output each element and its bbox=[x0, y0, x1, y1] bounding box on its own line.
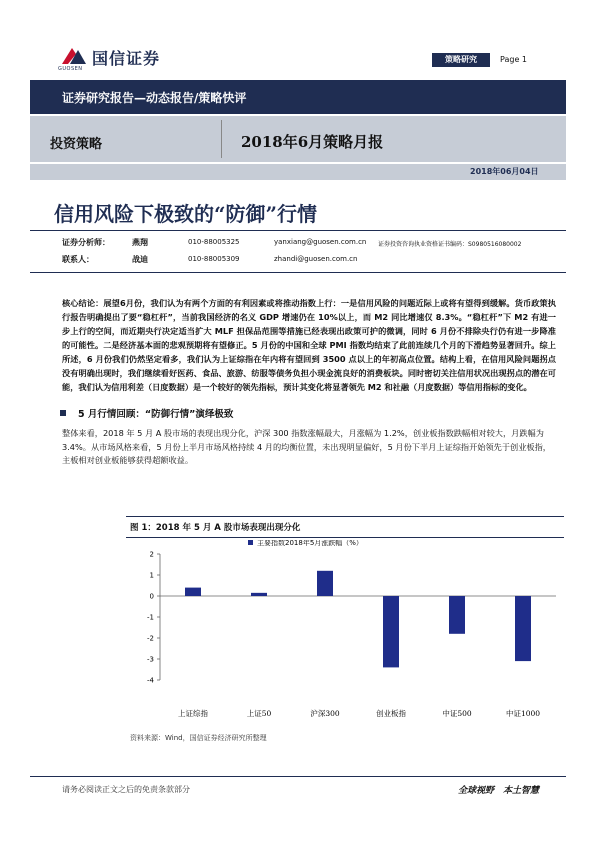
y-tick-label: -3 bbox=[147, 655, 154, 664]
analyst-email: yanxiang@guosen.com.cn bbox=[274, 238, 367, 246]
legend-label: 主要指数2018年5月涨跌幅（%） bbox=[257, 540, 363, 547]
invest-strategy-label: 投资策略 bbox=[50, 137, 103, 152]
bar-chart bbox=[126, 540, 564, 730]
core-text: 展望6月份，我们认为有两个方面的有利因素或将推动指数上行：一是信用风险的问题近际上或将有望得到缓解。货币政策执行报告明确提出了要“稳杠杆”，当前我国经济的名义 GDP 增速仍在 10%以上，而 M2 同比增速仅 8.3%。“稳杠杆”下 M2 有进一步上行的空间，而近期央行决定适当扩大 MLF 担保品范围等措施已经表现出政策可护的微调，同时 6 月份不排除央行仍有进一步降准的可能性。二是经济基本面的悲观预期将有望修正。5 月份的中国和全球 PMI 指数均结束了此前连续几个月的下滑趋势显著回升。综上所述，6 月份我们仍然坚定看多，我们认为上证综指在年内将有望回到 3500 点以上的年初高点位置。结构上看，在信用风险问题拐点没有明确出现时，我们继续看好医药、食品、旅游、纺服等债务负担小现金流良好的消费板块。同时密切关注信用状况出现拐点的潜在可能，我们认为信用利差（日度数据）是一个较好的领先指标，预计其变化将显著领先 M2 和社融（月度数据）等信用指标的变化。 bbox=[62, 298, 556, 392]
y-tick-label: 1 bbox=[149, 571, 154, 580]
y-tick-label: -4 bbox=[147, 676, 154, 685]
x-tick-label: 中证500 bbox=[442, 709, 472, 718]
x-tick-label: 创业板指 bbox=[376, 709, 406, 718]
y-tick-label: -2 bbox=[147, 634, 154, 643]
report-title: 2018年6月策略月报 bbox=[241, 133, 384, 151]
bar bbox=[317, 571, 333, 596]
legend-swatch bbox=[248, 540, 253, 545]
footer-disclaimer: 请务必阅读正文之后的免责条款部分 bbox=[62, 785, 190, 794]
contact-name: 战迪 bbox=[132, 255, 148, 264]
analyst-role: 证券分析师： bbox=[62, 238, 110, 247]
chart-legend bbox=[248, 540, 363, 547]
figure-title: 图 1：2018 年 5 月 A 股市场表现出现分化 bbox=[130, 523, 301, 533]
page-number: Page 1 bbox=[500, 55, 527, 64]
x-tick-label: 沪深300 bbox=[310, 709, 340, 718]
bar bbox=[515, 596, 531, 661]
figure-source: 资料来源：Wind，国信证券经济研究所整理 bbox=[130, 734, 267, 742]
y-tick-label: 0 bbox=[149, 592, 154, 601]
bar bbox=[185, 588, 201, 596]
core-conclusion bbox=[62, 296, 556, 394]
section-bullet-icon bbox=[60, 410, 66, 416]
x-tick-label: 中证1000 bbox=[505, 709, 541, 718]
core-label: 核心结论： bbox=[62, 298, 104, 308]
bar bbox=[383, 596, 399, 667]
category-badge: 策略研究 bbox=[432, 53, 490, 67]
footer-slogan: 全球视野 本土智慧 bbox=[458, 786, 540, 796]
analyst-name: 燕翔 bbox=[132, 238, 148, 247]
x-tick-label: 上证综指 bbox=[178, 709, 208, 718]
contact-role: 联系人： bbox=[62, 255, 94, 264]
x-tick-label: 上证50 bbox=[246, 709, 272, 718]
bar bbox=[251, 593, 267, 596]
analyst-rule bbox=[30, 272, 566, 273]
figure-top-rule bbox=[126, 516, 564, 517]
analyst-phone: 010-88005325 bbox=[188, 238, 240, 246]
bars-group bbox=[185, 571, 531, 668]
bar bbox=[449, 596, 465, 634]
figure-title-rule bbox=[126, 537, 564, 538]
x-axis-labels bbox=[178, 708, 540, 718]
footer-rule bbox=[30, 776, 566, 777]
contact-phone: 010-88005309 bbox=[188, 255, 240, 263]
y-tick-label: -1 bbox=[147, 613, 154, 622]
logo-subtext: GUOSEN bbox=[58, 66, 83, 72]
guosen-logo-icon bbox=[60, 44, 88, 66]
headline-rule bbox=[30, 230, 566, 231]
y-axis bbox=[147, 551, 556, 685]
analyst-license: 证券投资咨询执业资格证书编码：S0980516080002 bbox=[378, 241, 522, 248]
title-divider bbox=[221, 120, 222, 158]
y-tick-label: 2 bbox=[149, 550, 154, 559]
section-title: 5 月行情回顾：“防御行情”演绎极致 bbox=[78, 409, 234, 420]
logo-text: 国信证券 bbox=[92, 49, 161, 68]
contact-email: zhandi@guosen.com.cn bbox=[274, 255, 358, 263]
report-type-text: 证券研究报告—动态报告/策略快评 bbox=[62, 91, 247, 105]
headline: 信用风险下极致的“防御”行情 bbox=[54, 202, 318, 226]
report-date: 2018年06月04日 bbox=[470, 167, 539, 176]
section-body: 整体来看，2018 年 5 月 A 股市场的表现出现分化，沪深 300 指数涨幅最大，月涨幅为 1.2%，创业板指数跌幅相对较大，月跌幅为 3.4%。从市场风格来看，5 月份上半月市场风格持续 4 月的均衡位置，未出现明显偏好，5 月份下半月上证综指开始领先于创业板指，主板相对创业板能够获得超额收益。 bbox=[62, 428, 551, 465]
